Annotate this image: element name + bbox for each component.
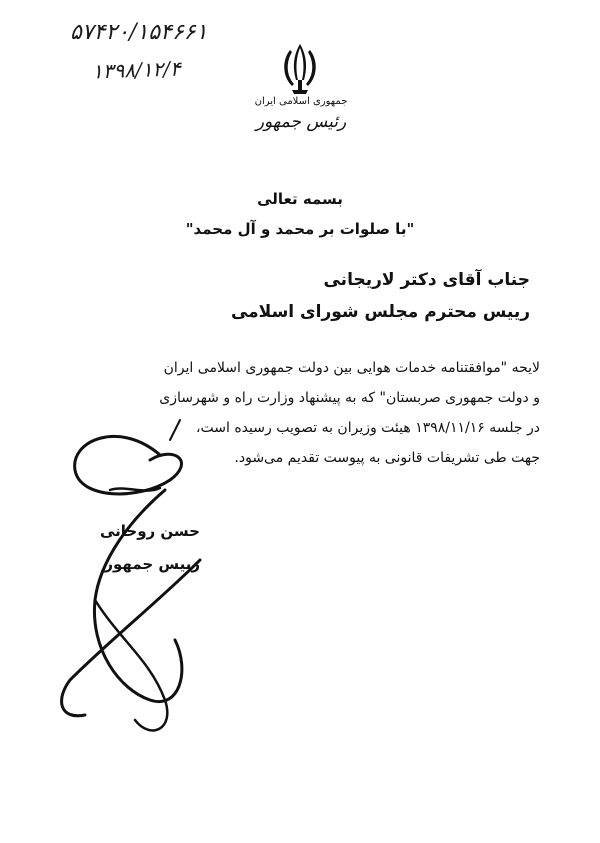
invocation: بسمه تعالی [257,190,343,208]
reference-number: ۵۷۴۲۰/۱۵۴۶۶۱ [70,20,208,45]
reference-date: ۱۳۹۸/۱۲/۴ [91,56,182,84]
body-line: در جلسه ۱۳۹۸/۱۱/۱۶ هیئت وزیران به تصویب رسیده است، [196,420,540,436]
office-name: رئیس جمهور [255,112,347,132]
addressee-title: رییس محترم مجلس شورای اسلامی [230,302,530,322]
iran-emblem-icon [276,40,324,96]
body-line: لایحه "موافقتنامه خدمات هوایی بین دولت جمهوری اسلامی ایران [163,360,540,376]
signer-name: حسن روحانی [99,522,200,540]
addressee-name: جناب آقای دکتر لاریجانی [323,270,530,290]
organization-name: جمهوری اسلامی ایران [254,96,348,107]
salutation: "با صلوات بر محمد و آل محمد" [185,220,415,238]
body-line: و دولت جمهوری صربستان" که به پیشنهاد وزارت راه و شهرسازی [159,390,540,406]
letter-body [60,353,540,473]
signer-title: رییس جمهور [104,555,200,573]
body-line: جهت طی تشریفات قانونی به پیوست تقدیم می‌شود. [234,450,540,466]
